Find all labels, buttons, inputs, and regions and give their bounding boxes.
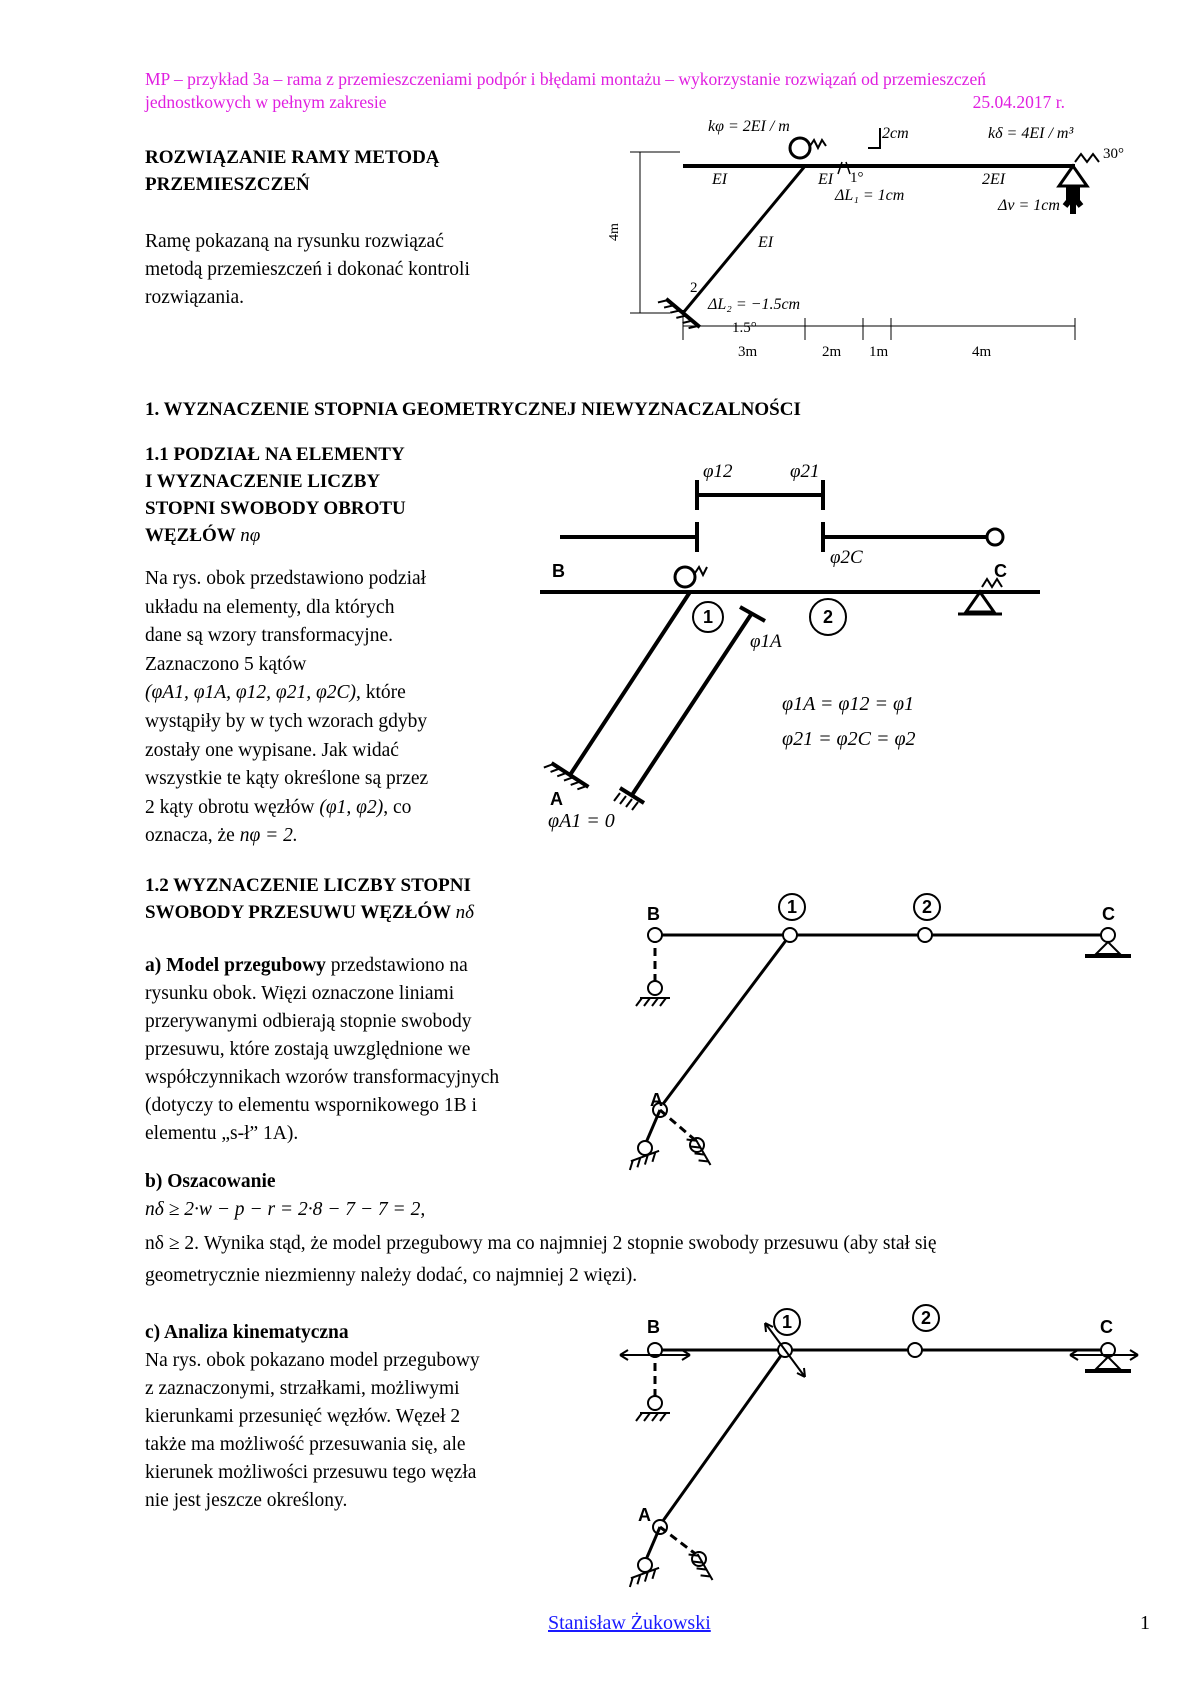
s11-line10 (145, 822, 428, 851)
node-b-label: B (647, 904, 660, 924)
s12a-line7: elementu „s-ł” 1A). (145, 1123, 299, 1144)
s12c-line3: kierunkami przesunięć węzłów. Węzeł 2 (145, 1406, 461, 1427)
equation-2: φ21 = φ2C = φ2 (782, 728, 916, 750)
author-link[interactable]: Stanisław Żukowski (548, 1612, 711, 1634)
s12a-line4: przesuwu, które zostają uwzględnione we (145, 1039, 471, 1060)
s12a-line3: przerywanymi odbierają stopnie swobody (145, 1011, 472, 1032)
section11-heading-line3: STOPNI SWOBODY OBROTU (145, 498, 406, 519)
node-angles-math: (φ1, φ2) (319, 796, 384, 818)
disp-2cm-label: 2cm (882, 125, 909, 142)
section12a-paragraph (145, 952, 499, 1148)
s12c-line1: Na rys. obok pokazano model przegubowy (145, 1350, 480, 1371)
node-a-label: A (550, 789, 563, 809)
phi1a-label: φ1A (750, 631, 782, 652)
intro-line3: rozwiązania. (145, 287, 245, 308)
section12-heading (145, 872, 474, 926)
s11-line9-text: 2 kąty obrotu węzłów (145, 796, 315, 818)
page-title (145, 144, 440, 198)
s11-line7: zostały one wypisane. Jak widać (145, 739, 399, 761)
phi12-label: φ12 (703, 461, 733, 482)
node-b-label: B (552, 561, 565, 581)
hinge-2-icon (918, 928, 932, 942)
hinge-b-icon (648, 928, 662, 942)
s12a-line2: rysunku obok. Więzi oznaczone liniami (145, 983, 455, 1004)
element-1a (632, 613, 752, 795)
ground-b-icon (636, 1413, 670, 1421)
header-date: 25.04.2017 r. (972, 92, 1065, 112)
n-phi-result: nφ = 2. (239, 825, 298, 847)
s11-line4: Zaznaczono 5 kątów (145, 653, 307, 675)
dashed-constraint-a (660, 1110, 695, 1140)
section1-heading: 1. WYZNACZENIE STOPNIA GEOMETRYCZNEJ NIEWYZNACZALNOŚCI (145, 399, 801, 420)
s11-line10-text: oznacza, że (145, 825, 235, 847)
pin-support-icon (1059, 166, 1087, 186)
dv-label: Δv = 1cm (998, 197, 1060, 214)
section12c-paragraph (145, 1319, 480, 1515)
dim-3m-label: 3m (738, 344, 758, 360)
s12a-line1 (145, 952, 499, 980)
s12b-bold: b) Oszacowanie (145, 1171, 276, 1192)
s11-line6: wystąpiły by w tych wzorach gdyby (145, 710, 428, 732)
s12a-line6: (dotyczy to elementu wspornikowego 1B i (145, 1095, 477, 1116)
column-line (660, 1350, 785, 1525)
label-2: 2 (690, 280, 698, 296)
s12a-line1-text: przedstawiono na (325, 955, 468, 976)
section11-heading-line4 (145, 522, 406, 549)
node-b-label: B (647, 1317, 660, 1337)
section11-heading-line1: 1.1 PODZIAŁ NA ELEMENTY (145, 444, 405, 465)
angle-1-label: 1° (850, 170, 864, 186)
angle-30-label: 30° (1103, 146, 1124, 162)
s11-line9-end: , co (383, 796, 412, 818)
n-phi-symbol: nφ (240, 525, 261, 546)
element-division-figure (540, 455, 1060, 845)
frame-scheme-figure (607, 118, 1140, 380)
node-1-number: 1 (782, 1312, 793, 1332)
dl1-label: ΔL₁ = 1cm (835, 187, 905, 204)
s12c-line4: także ma możliwość przesuwania się, ale (145, 1434, 466, 1455)
s12-heading-line1: 1.2 WYZNACZENIE LICZBY STOPNI (145, 875, 471, 896)
section11-heading (145, 441, 406, 549)
column-line (570, 592, 690, 775)
hinge-1-icon (783, 928, 797, 942)
ei-right-label: 2EI (982, 171, 1006, 188)
s12c-bold: c) Analiza kinematyczna (145, 1322, 349, 1343)
s12-heading-word: SWOBODY PRZESUWU WĘZŁÓW (145, 902, 451, 923)
phi-a1-label: φA1 = 0 (548, 810, 615, 832)
ground-b-icon (636, 998, 670, 1006)
hinge-c-icon (1101, 928, 1115, 942)
dim-4m-label: 4m (607, 223, 622, 241)
s12b-line3: geometrycznie niezmienny należy dodać, co najmniej 2 więzi). (145, 1265, 638, 1286)
hinged-model-figure (615, 890, 1155, 1190)
node-1-number: 1 (787, 897, 798, 917)
hinge-icon (987, 529, 1003, 545)
linear-spring-icon (1075, 154, 1099, 162)
s11-line5-text: , które (356, 682, 406, 704)
equation-1: φ1A = φ12 = φ1 (782, 693, 915, 715)
s12-heading-line2 (145, 899, 474, 926)
s12a-line5: współczynnikach wzorów transformacyjnych (145, 1067, 500, 1088)
node-a-label: A (638, 1505, 651, 1525)
s11-line1: Na rys. obok przedstawiono podział (145, 568, 427, 589)
section11-paragraph (145, 565, 428, 851)
column-line (660, 935, 790, 1108)
s11-line2: układu na elementy, dla których (145, 596, 395, 618)
angle-15-label: 1.5° (732, 320, 757, 336)
node-c-label: C (1100, 1317, 1113, 1337)
k-phi-label: kφ = 2EI / m (708, 118, 790, 135)
s11-line8: wszystkie te kąty określone są przez (145, 768, 429, 790)
node-2-number: 2 (922, 897, 933, 917)
pin-support-c-icon (966, 592, 994, 612)
intro-paragraph (145, 228, 470, 312)
phi21-label: φ21 (790, 461, 820, 482)
element-2-number: 2 (823, 607, 834, 627)
settlement-arrow-icon (1065, 196, 1081, 214)
rotational-spring-icon (675, 567, 695, 587)
s12a-bold: a) Model przegubowy (145, 955, 326, 976)
header-line1: MP – przykład 3a – rama z przemieszczeniami podpór i błędami montażu – wykorzystanie rozwiązań od przemieszczeń (145, 69, 986, 89)
node-a-label: A (650, 1090, 663, 1110)
s12c-line6: nie jest jeszcze określony. (145, 1490, 348, 1511)
page-header (145, 68, 1125, 114)
intro-line1: Ramę pokazaną na rysunku rozwiązać (145, 231, 444, 252)
k-delta-label: kδ = 4EI / m³ (988, 125, 1074, 142)
rotational-spring-icon (790, 138, 810, 158)
dim-4m-b-label: 4m (972, 344, 992, 360)
s12b-estimate: nδ ≥ 2·w − p − r = 2·8 − 7 − 7 = 2, (145, 1199, 426, 1220)
title-line2: PRZEMIESZCZEŃ (145, 174, 310, 195)
page-number: 1 (1140, 1612, 1150, 1634)
dl2-label: ΔL₂ = −1.5cm (708, 296, 801, 313)
phi2c-label: φ2C (830, 547, 863, 568)
dim-1m-label: 1m (869, 344, 889, 360)
diagonal-column (683, 166, 805, 313)
s12c-line5: kierunek możliwości przesuwu tego węzła (145, 1462, 477, 1483)
intro-line2: metodą przemieszczeń i dokonać kontroli (145, 259, 470, 280)
step-mark-icon (868, 128, 880, 148)
title-line1: ROZWIĄZANIE RAMY METODĄ (145, 147, 440, 168)
ei-mid-label: EI (818, 171, 834, 188)
hinge-2-icon (908, 1343, 922, 1357)
kinematic-analysis-figure (600, 1305, 1140, 1600)
s11-line9 (145, 794, 428, 823)
header-line2: jednostkowych w pełnym zakresie (145, 92, 387, 112)
section11-heading-line2: I WYZNACZENIE LICZBY (145, 471, 381, 492)
s11-line3: dane są wzory transformacyjne. (145, 625, 393, 647)
dashed-constraint-a (660, 1527, 697, 1555)
node-c-label: C (1102, 904, 1115, 924)
spring-zigzag-icon (810, 140, 826, 148)
section11-heading-word: WĘZŁÓW (145, 525, 236, 546)
node-2-number: 2 (921, 1308, 932, 1328)
angles-list-math: (φA1, φ1A, φ12, φ21, φ2C) (145, 682, 357, 704)
element-1-number: 1 (703, 607, 714, 627)
node-c-label: C (994, 561, 1007, 581)
ei-left-label: EI (712, 171, 728, 188)
s11-line5 (145, 679, 428, 708)
s12b-line2: nδ ≥ 2. Wynika stąd, że model przegubowy ma co najmniej 2 stopnie swobody przesuwu (aby stał się (145, 1233, 937, 1254)
s12c-line2: z zaznaczonymi, strzałkami, możliwymi (145, 1378, 460, 1399)
ei-diag-label: EI (758, 234, 774, 251)
dim-2m-label: 2m (822, 344, 842, 360)
n-delta-symbol: nδ (455, 902, 474, 923)
